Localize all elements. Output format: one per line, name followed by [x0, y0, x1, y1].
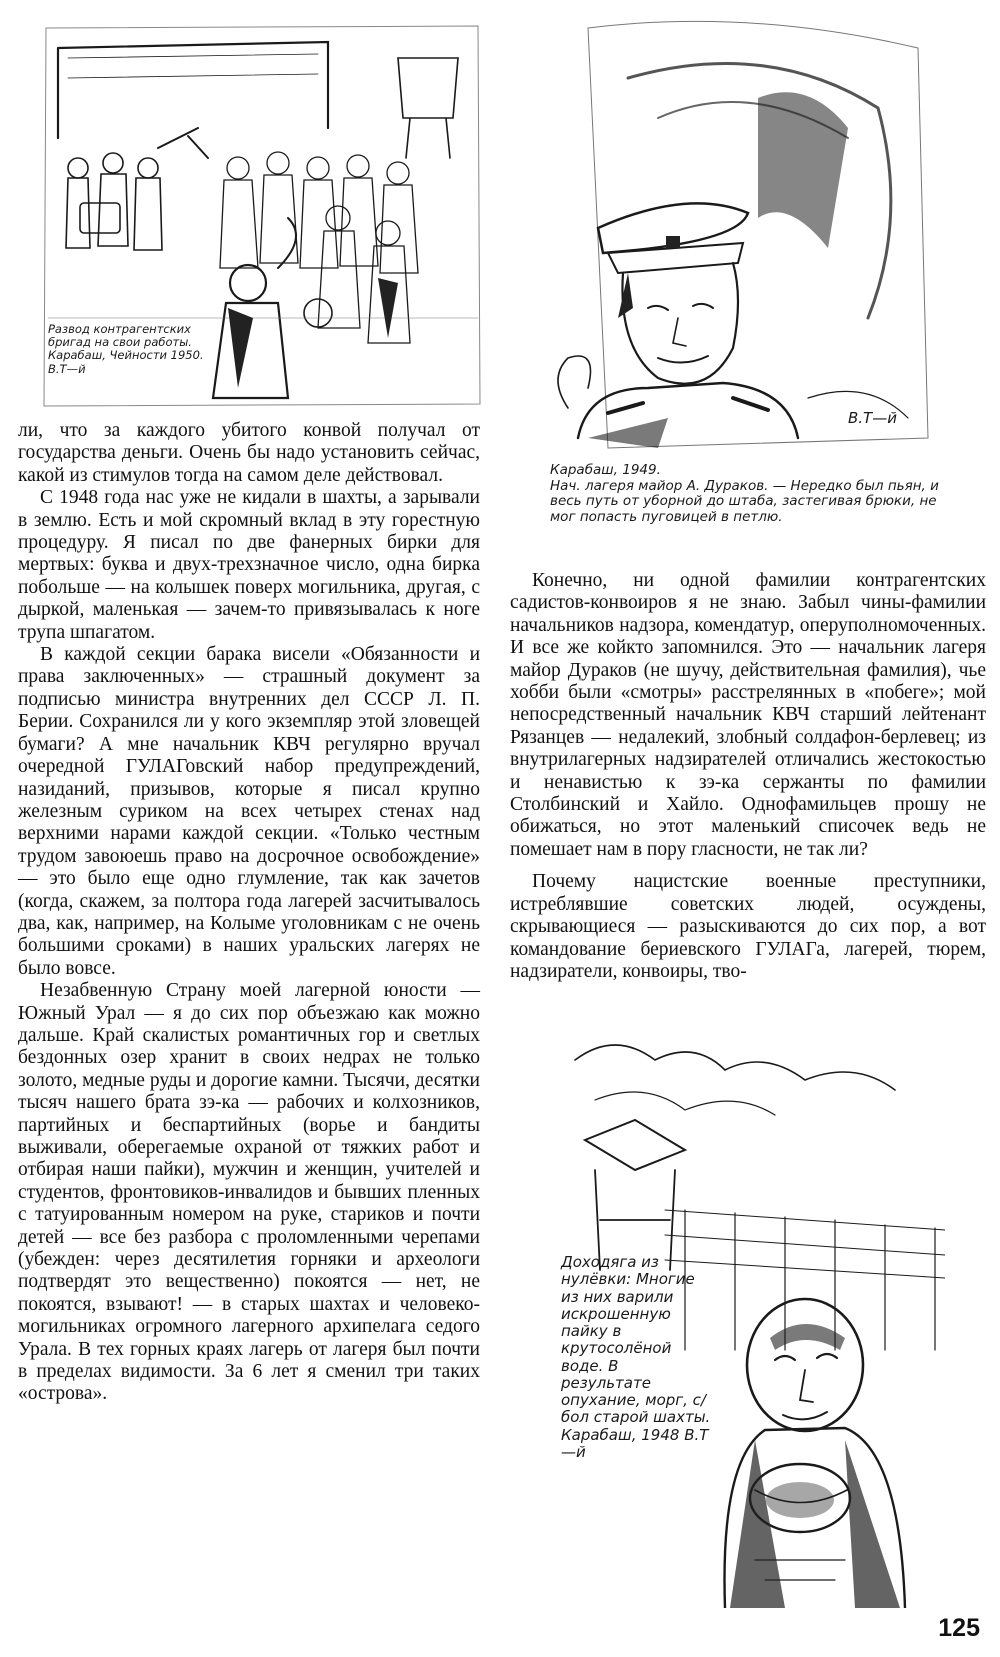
paragraph: ли, что за каждого убитого конвой получал от государства деньги. Очень бы надо установить сейчас, какой из стимулов тогда на самом деле действовал.	[18, 420, 480, 486]
right-text-column	[510, 570, 986, 983]
page-number: 125	[938, 1614, 980, 1642]
left-text-column	[18, 420, 480, 1406]
illustration-signature: В.Т—й	[848, 409, 897, 427]
paragraph: В каждой секции барака висели «Обязанности и права заключенных» — страшный документ за подписью министра внутренних дел СССР Л. П. Берии. Сохранился ли у кого экземпляр этой зловещей бумаги? А мне начальник КВЧ регулярно вручал очередной ГУЛАГовский набор предупреждений, назиданий, призывов, которые я писал крупно железным суриком на всех четырех стенах над верхними нарами каждой секции. «Только честным трудом завоюешь право на досрочное освобождение» — это было еще одно глумление, так как зачетов (когда, скажем, за полтора года лагерей засчитывалось два, как, например, на Колыме уголовникам с не очень большими сроками) в наших уральских лагерях не было вовсе.	[18, 644, 480, 979]
sketch-officer-portrait	[548, 18, 948, 538]
paragraph: С 1948 года нас уже не кидали в шахты, а зарывали в землю. Есть и мой скромный вклад в эту горестную процедуру. Я писал по две фанерных бирки для мертвых: буква и двух-трехзначное число, одна бирка побольше — на колышек поверх могильника, другая, с дыркой, маленькая — зачем-то привязывалась к ноге трупа шпагатом.	[18, 487, 480, 643]
paragraph: Незабвенную Страну моей лагерной юности — Южный Урал — я до сих пор объезжаю как можно дальше. Край скалистых романтичных гор и светлых бездонных озер хранит в своих недрах не только золото, медные руды и дорогие камни. Тысячи, десятки тысяч нашего брата зэ-ка — рабочих и колхозников, партийных и беспартийных (ворье и бандиты выживали, оберегаемые охраной от тяжких работ и отбирая наши пайки), мужчин и женщин, учителей и студентов, фронтовиков-инвалидов и бывших пленных с татуированным номером на руке, стариков и почти детей — все без разбора с проломленными черепами (убежден: через десятилетия горняки и археологи подтвердят это вещественно) покоятся — нет, не покоятся, взывают! — в старых шахтах и человеко-могильниках огромного лагерного архипелага седого Урала. В тех горных краях лагерь от лагеря был почти в пределах видимости. За 6 лет я сменил три таких «острова».	[18, 980, 480, 1405]
caption-text: Нач. лагеря майор А. Дураков. — Нередко был пьян, и весь путь от уборной до штаба, застегивая брюки, не мог попасть пуговицей в петлю.	[550, 477, 939, 525]
illustration-caption	[550, 463, 942, 525]
illustration-major-portrait	[548, 18, 948, 538]
illustration-prisoners-march	[38, 18, 486, 410]
paragraph: Конечно, ни одной фамилии контрагентских садистов-конвоиров я не знаю. Забыл чины-фамилии начальников надзора, комендатур, оперуполномоченных. И все же койкто запомнился. Это — начальник лагеря майор Дураков (не шучу, действительная фамилия), чье хобби были «смотры» расстрелянных в «побеге»; мой непосредственный начальник КВЧ старший лейтенант Рязанцев — недалекий, злобный солдафон-берлевец; из внутрилагерных надзирателей отличались жестокостью и ненавистью к зэ-ка сержанты по фамилии Столбинский и Хайло. Однофамильцев прошу не обижаться, но этот маленький списочек ведь не помешает нам в пору гласности, не так ли?	[510, 570, 986, 860]
paragraph: Почему нацистские военные преступники, истреблявшие советских людей, осуждены, скрывающиеся — разыскиваются до сих пор, а вот командование бериевского ГУЛАГа, лагерей, тюрем, надзиратели, конвоиры, тво-	[510, 871, 986, 982]
caption-place-date: Карабаш, 1949.	[550, 462, 661, 478]
illustration-caption: Развод контрагентских бригад на свои работы. Карабаш, Чейности 1950. В.Т—й	[48, 322, 204, 376]
paragraph-gap	[510, 861, 986, 871]
illustration-caption: Доходяга из нулёвки: Многие из них варили искрошенную пайку в крутосолёной воде. В результате опухание, морг, с/бол старой шахты. Карабаш, 1948 В.Т—й	[561, 1253, 711, 1461]
illustration-dokhodyaga	[555, 1020, 945, 1608]
